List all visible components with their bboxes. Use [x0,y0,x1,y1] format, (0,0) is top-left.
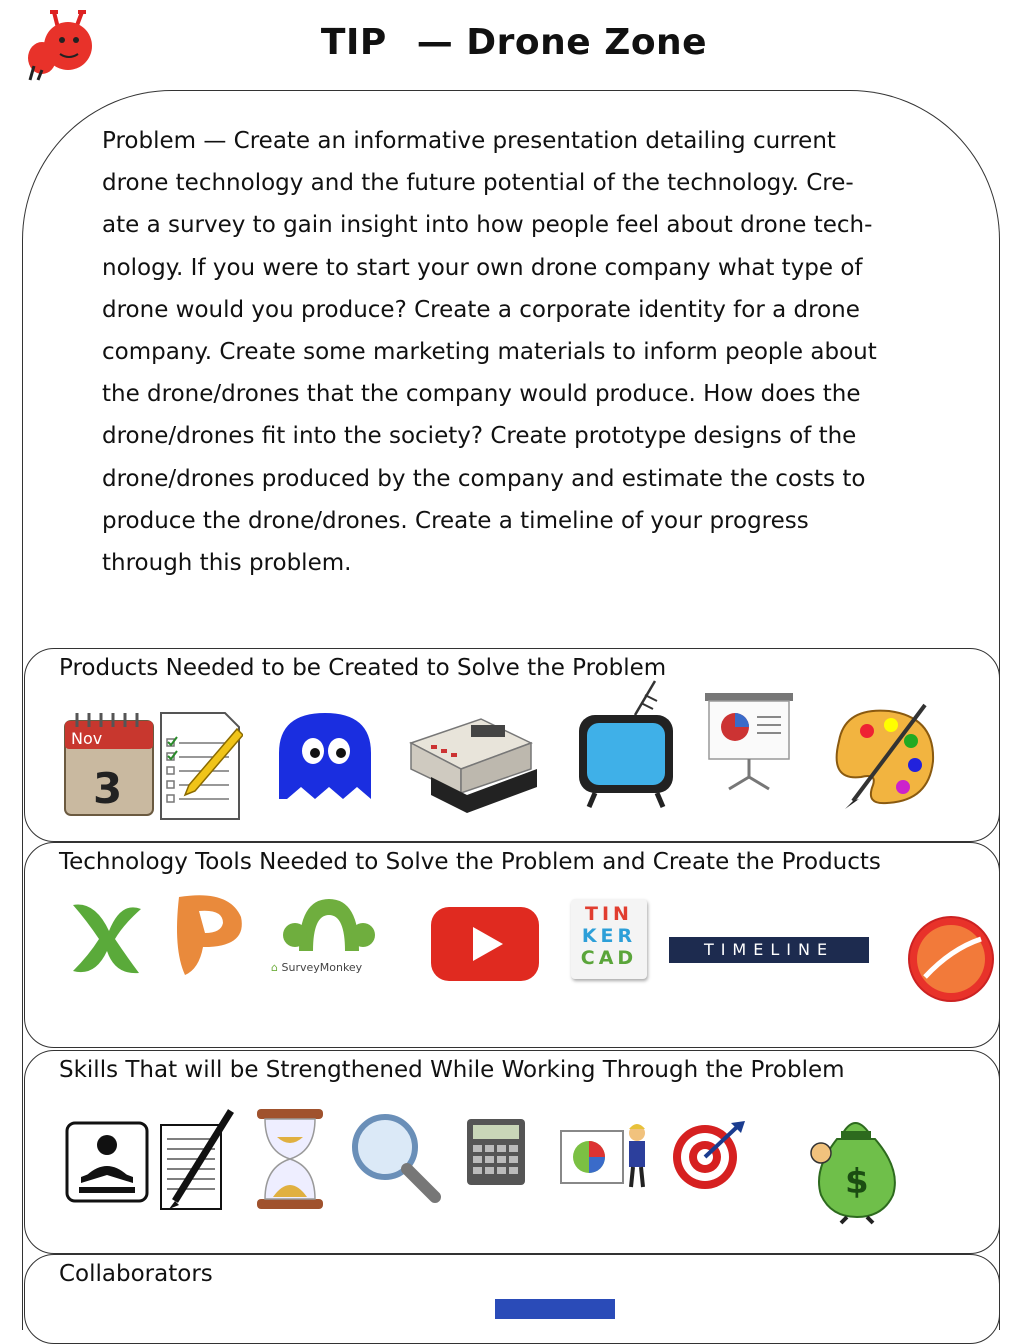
tech-title: Technology Tools Needed to Solve the Problem and Create the Products [59,849,881,875]
title-right: — Drone Zone [416,22,708,63]
hourglass-icon [255,1107,325,1211]
problem-line: drone technology and the future potential of the technology. Cre- [102,170,854,197]
problem-line: through this problem. [102,550,352,577]
problem-line: the drone/drones that the company would produce. How does the [102,381,861,408]
magnifier-icon [347,1111,443,1203]
problem-line: drone/drones produced by the company and estimate the costs to [102,465,866,492]
ghost-icon [273,707,377,807]
checklist-icon [159,709,243,821]
problem-line: ate a survey to gain insight into how people feel about drone tech- [102,212,873,239]
browser-icon [905,915,997,1003]
products-title: Products Needed to be Created to Solve the Problem [59,655,667,681]
problem-statement [102,120,912,584]
surveymonkey-label: ⌂ SurveyMonkey [271,961,363,974]
presentation-icon [703,691,795,791]
excel-icon [65,895,149,979]
tv-icon [575,679,679,809]
surveymonkey-logo [269,891,389,981]
problem-line: drone would you produce? Create a corporate identity for a drone [102,296,860,323]
problem-line: company. Create some marketing materials to inform people about [102,339,877,366]
surveymonkey-icon [279,891,379,957]
title-left: TIP [320,22,387,63]
timeline-logo [669,937,869,963]
youtube-icon [429,905,541,983]
calendar-day: 3 [93,764,123,813]
reading-icon [65,1121,149,1203]
page-title [0,22,1028,63]
tinkercad-line: TIN [585,903,633,925]
writing-icon [159,1109,235,1211]
calculator-icon [465,1117,527,1187]
collaborators-title: Collaborators [59,1261,213,1287]
collaborators-section [24,1254,1000,1344]
skills-section [24,1050,1000,1254]
cash-register-icon [401,713,539,819]
skills-title: Skills That will be Strengthened While Working Through the Problem [59,1057,845,1083]
tech-section [24,842,1000,1048]
problem-line: produce the drone/drones. Create a timeline of your progress [102,507,809,534]
timeline-label: TIMELINE [703,940,835,959]
palette-icon [825,701,941,811]
tinkercad-line: CAD [580,947,638,969]
problem-line: nology. If you were to start your own drone company what type of [102,254,863,281]
tinkercad-logo [571,899,647,979]
powerpoint-icon [159,889,249,981]
problem-line: Problem — Create an informative presentation detailing current [102,128,836,154]
tinkercad-line: KER [581,925,637,947]
products-section [24,648,1000,842]
calendar-icon [63,711,157,817]
problem-line: drone/drones fit into the society? Create prototype designs of the [102,423,857,450]
presenter-icon [559,1121,655,1191]
svg-text:$: $ [845,1162,869,1202]
money-bag-icon [807,1109,905,1225]
target-icon [671,1119,747,1191]
collaborator-image [495,1299,615,1319]
calendar-month: Nov [71,729,103,748]
